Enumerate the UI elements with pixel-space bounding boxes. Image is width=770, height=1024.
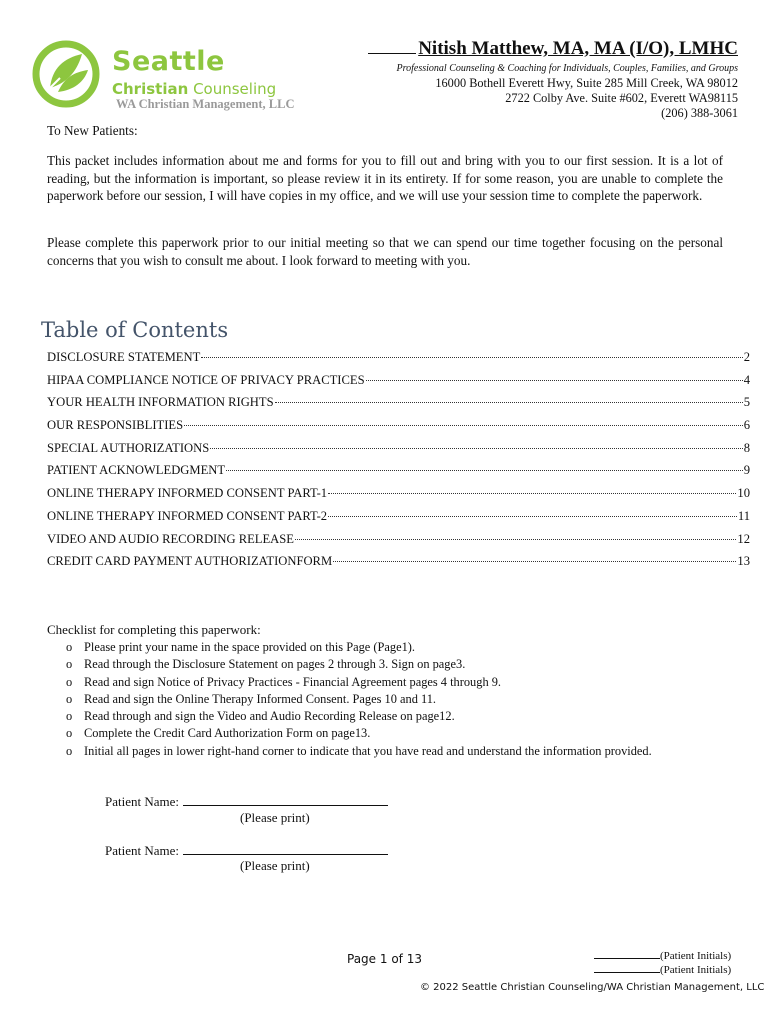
tagline: Professional Counseling & Coaching for Individuals, Couples, Families, and Groups	[396, 63, 738, 74]
checklist-item	[66, 691, 652, 708]
checklist	[66, 639, 652, 760]
greeting: To New Patients:	[47, 123, 138, 138]
patient-initials-field-1[interactable]: (Patient Initials)	[594, 948, 731, 962]
checklist-item-text: Read and sign the Online Therapy Informed Consent. Pages 10 and 11.	[84, 691, 437, 706]
toc-title: Table of Contents	[41, 318, 229, 342]
bullet-icon: o	[66, 709, 73, 724]
toc-entry[interactable]	[47, 532, 750, 555]
toc-entry[interactable]	[47, 486, 750, 509]
logo-subtitle: Christian Counseling	[112, 80, 277, 98]
page-number: Page 1 of 13	[347, 952, 422, 966]
toc-entry[interactable]	[47, 441, 750, 464]
toc-entry-title: PATIENT ACKNOWLEDGMENT	[47, 463, 226, 478]
toc-leader-dots	[184, 425, 743, 426]
letterhead	[338, 38, 738, 121]
toc-entry-page: 12	[737, 531, 750, 546]
checklist-item	[66, 743, 652, 760]
toc-entry-title: HIPAA COMPLIANCE NOTICE OF PRIVACY PRACTICES	[47, 372, 365, 387]
checklist-item-text: Read through the Disclosure Statement on pages 2 through 3. Sign on page3.	[84, 657, 466, 672]
bullet-icon: o	[66, 640, 73, 654]
toc-leader-dots	[328, 516, 737, 517]
counselor-name: Nitish Matthew, MA, MA (I/O), LMHC	[338, 38, 738, 60]
please-print-note-2: (Please print)	[240, 858, 310, 873]
checklist-item-text: Read and sign Notice of Privacy Practices - Financial Agreement pages 4 through 9.	[84, 674, 502, 689]
toc-leader-dots	[275, 402, 743, 403]
checklist-item	[66, 708, 652, 725]
toc-entry[interactable]	[47, 463, 750, 486]
intro-paragraph: This packet includes information about me and forms for you to fill out and bring with you to our first session. It is a lot of reading, but the information is important, so please review it in its entirety. If for some reason, you are unable to complete the paperwork before our session, I will have copies in my office, and we will use your session time to complete the paperwork.	[47, 153, 723, 203]
toc-entry[interactable]	[47, 554, 750, 577]
copyright: © 2022 Seattle Christian Counseling/WA Christian Management, LLC	[420, 982, 765, 993]
toc-entry-page: 10	[737, 486, 750, 501]
bullet-icon: o	[66, 657, 73, 672]
bullet-icon: o	[66, 691, 73, 706]
phone-number: (206) 388-3061	[661, 106, 738, 120]
toc-entry[interactable]	[47, 350, 750, 373]
checklist-title: Checklist for completing this paperwork:	[47, 622, 261, 637]
logo-management: WA Christian Management, LLC	[116, 97, 295, 111]
toc-entry[interactable]	[47, 395, 750, 418]
toc-entry-page: 13	[737, 554, 750, 569]
instruction-paragraph: Please complete this paperwork prior to our initial meeting so that we can spend our time together focusing on the personal concerns that you wish to consult me about. I look forward to meeting with you.	[47, 235, 723, 268]
toc-leader-dots	[201, 357, 742, 358]
toc-entry-page: 8	[743, 440, 750, 455]
bullet-icon: o	[66, 726, 73, 741]
toc-leader-dots	[226, 470, 743, 471]
toc-entry[interactable]	[47, 418, 750, 441]
toc-entry-title: SPECIAL AUTHORIZATIONS	[47, 440, 210, 455]
toc-leader-dots	[328, 493, 736, 494]
toc-entry-page: 4	[743, 372, 750, 387]
bullet-icon: o	[66, 743, 73, 758]
checklist-item	[66, 656, 652, 673]
toc-entry-title: YOUR HEALTH INFORMATION RIGHTS	[47, 395, 274, 410]
address-line-2: 2722 Colby Ave. Suite #602, Everett WA98115	[505, 91, 738, 105]
please-print-note-1: (Please print)	[240, 810, 310, 825]
checklist-item	[66, 725, 652, 742]
patient-name-field-1[interactable]: Patient Name:	[105, 793, 388, 810]
checklist-item-text: Read through and sign the Video and Audio Recording Release on page12.	[84, 709, 455, 724]
toc-entry-title: ONLINE THERAPY INFORMED CONSENT PART-2	[47, 508, 328, 523]
checklist-item	[66, 639, 652, 656]
toc-entry-page: 9	[743, 463, 750, 478]
checklist-item-text: Please print your name in the space provided on this Page (Page1).	[84, 640, 416, 654]
toc-entry-page: 6	[743, 418, 750, 433]
table-of-contents	[47, 350, 750, 577]
company-logo	[30, 38, 310, 118]
address-line-1: 16000 Bothell Everett Hwy, Suite 285 Mill Creek, WA 98012	[435, 76, 738, 90]
toc-leader-dots	[295, 539, 736, 540]
toc-entry-title: CREDIT CARD PAYMENT AUTHORIZATIONFORM	[47, 554, 333, 569]
patient-name-field-2[interactable]: Patient Name:	[105, 842, 388, 859]
toc-leader-dots	[210, 448, 742, 449]
checklist-item	[66, 674, 652, 691]
toc-entry-title: OUR RESPONSIBLITIES	[47, 418, 184, 433]
checklist-item-text: Initial all pages in lower right-hand corner to indicate that you have read and understand the information provided.	[84, 743, 652, 758]
patient-initials-field-2[interactable]: (Patient Initials)	[594, 962, 731, 976]
toc-entry-page: 5	[743, 395, 750, 410]
toc-entry-title: VIDEO AND AUDIO RECORDING RELEASE	[47, 531, 294, 546]
toc-leader-dots	[333, 561, 736, 562]
logo-name: Seattle	[112, 46, 225, 77]
toc-entry-title: DISCLOSURE STATEMENT	[47, 350, 201, 364]
toc-entry[interactable]	[47, 373, 750, 396]
toc-entry-title: ONLINE THERAPY INFORMED CONSENT PART-1	[47, 486, 328, 501]
leaf-logo-icon	[30, 38, 110, 118]
toc-leader-dots	[366, 380, 743, 381]
toc-entry[interactable]	[47, 509, 750, 532]
bullet-icon: o	[66, 674, 73, 689]
toc-entry-page: 2	[743, 350, 750, 364]
checklist-item-text: Complete the Credit Card Authorization Form on page13.	[84, 726, 371, 741]
toc-entry-page: 11	[737, 508, 750, 523]
